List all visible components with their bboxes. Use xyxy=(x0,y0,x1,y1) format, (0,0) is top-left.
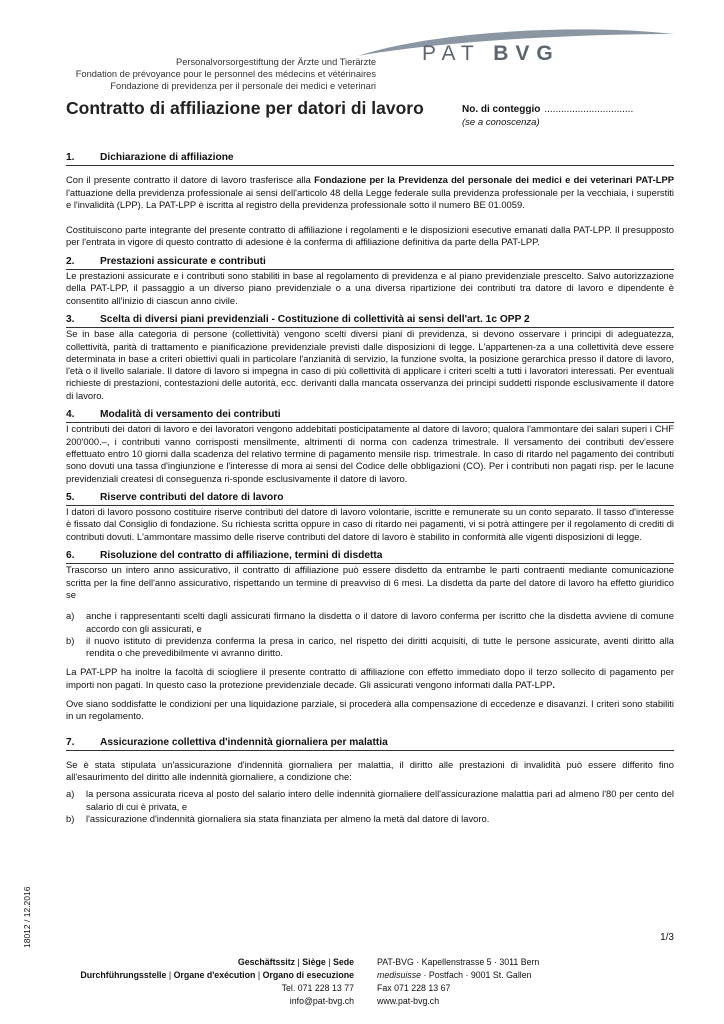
page-number: 1/3 xyxy=(660,932,674,943)
footer-left: Geschäftssitz | Siège | Sede Durchführungsstelle | Organe d'exécution | Organo di esecuzione Tel. 071 228 13 77 info@pat-bvg.ch xyxy=(80,957,354,1006)
section-heading-6: 6. Risoluzione del contratto di affiliazione, termini di disdetta xyxy=(66,550,674,564)
paragraph: I contributi dei datori di lavoro e dei lavoratori vengono addebitati posticipatamente al datore di lavoro; qualora l'ammontare dei salari superi i CHF 200'000.–, i contributi vanno corrisposti mensilmente, altrimenti di norma con cadenza trimestrale. Il versamento dei contributi dev'essere effettuato entro 10 giorni dalla scadenza del relativo termine di pagamento mensile risp. trimestrale. In caso di ritardo nel pagamento dei contributi sono dovuti una tassa d'ingiunzione e l'interesse di mora ai sensi del Codice delle obbligazioni (CO). Per i contributi non pagati risp. per le lacune previdenziali createsi di conseguenza ri-sponde esclusivamente il datore di lavoro. xyxy=(66,423,674,484)
footer-right: PAT-BVG · Kapellenstrasse 5 · 3011 Bern medisuisse · Postfach · 9001 St. Gallen Fax 071 228 13 67 www.pat-bvg.ch xyxy=(377,957,540,1006)
list-item: a) anche i rappresentanti scelti dagli assicurati firmano la disdetta o il datore di lavoro conferma per iscritto che la disdetta avviene di comune accordo con gli assicurati, e xyxy=(66,610,674,634)
paragraph: Le prestazioni assicurate e i contributi sono stabiliti in base al regolamento di previdenza e al piano previdenziale prescelto. Salvo autorizzazione della PAT-LPP, il passaggio a un diverso piano previdenziale o a una diversa ripartizione dei contributi tra datore di lavoro e dipendente è consentito all'inizio di ciascun anno civile. xyxy=(66,270,674,306)
paragraph: Ove siano soddisfatte le condizioni per una liquidazione parziale, si procederà alla compensazione di eccedenze e disavanzi. I criteri sono stabiliti in un regolamento. xyxy=(66,697,674,722)
paragraph: La PAT-LPP ha inoltre la facoltà di sciogliere il presente contratto di affiliazione con effetto immediato dopo il terzo sollecito di pagamento per importi non pagati. In questo caso la protezione previdenziale decade. Gli assicurati vengono informati dalla PAT-LPP. xyxy=(66,666,674,690)
list-item: b) l'assicurazione d'indennità giornaliera sia stata finanziata per almeno la metà dal datore di lavoro. xyxy=(66,813,490,825)
paragraph: Se in base alla categoria di persone (collettività) vengono scelti diversi piani di previdenza, si devono osservare i principi di adeguatezza, collettività, parità di trattamento e pianificazione previdenziale previsti dalle disposizioni di legge. L'appartenen-za a una collettività deve essere determinata in base a criteri obiettivi quali in particolare l'anzianità di servizio, la funzione svolta, la posizione gerarchica presso il datore di lavoro, l'età o il livello salariale. Il datore di lavoro si impegna in caso di più collettività di applicare i criteri scelti a tutti i lavoratori interessati. Per eventuali richieste di prestazioni, contestazioni delle autorità, ecc. derivanti dalla mancata osservanza dei principi suddetti risponde esclusivamente il datore di lavoro. xyxy=(66,328,674,401)
document-body xyxy=(66,146,674,825)
paragraph: Costituiscono parte integrante del presente contratto di affiliazione i regolamenti e le disposizioni esecutive emanati dalla PAT-LPP. Il presupposto per l'entrata in vigore di questo contratto di adesione è la conferma di affiliazione definitiva da parte della PAT-LPP. xyxy=(66,224,674,248)
section-heading-5: 5. Riserve contributi del datore di lavoro xyxy=(66,492,674,506)
organization-names: Personalvorsorgestiftung der Ärzte und Tierärzte Fondation de prévoyance pour le personnel des médecins et vétérinaires Fondazione di previdenza per il personale dei medici e veterinari xyxy=(75,57,376,91)
paragraph: Con il presente contratto il datore di lavoro trasferisce alla Fondazione per la Previdenza del personale dei medici e dei veterinari PAT-LPP l'attuazione della previdenza professionale ai sensi dell'articolo 48 della Legge federale sulla previdenza professionale per la vecchiaia, i superstiti e l'invalidità (LPP). La PAT-LPP è iscritta al registro della previdenza professionale sotto il numero BE 01.0059. xyxy=(66,174,674,210)
paragraph: Trascorso un intero anno assicurativo, il contratto di affiliazione può essere disdetto da entrambe le parti contraenti mediante comunicazione scritta per la fine dell'anno assicurativo, rispettando un termine di preavviso di 6 mesi. La disdetta da parte del datore di lavoro ha effetto giuridico se xyxy=(66,564,674,600)
paragraph: Se è stata stipulata un'assicurazione d'indennità giornaliera per malattia, il diritto alle prestazioni di invalidità può essere differito fino all'esaurimento del diritto alle indennità giornaliere, a condizione che: xyxy=(66,758,674,783)
footer-website[interactable]: www.pat-bvg.ch xyxy=(377,996,440,1006)
list-item: b) il nuovo istituto di previdenza conferma la presa in carico, nel rispetto dei diritti acquisiti, di tutte le persone assicurate, aventi diritto alla rendita o che prevedibilmente vi avranno diritto. xyxy=(66,634,674,659)
paragraph: I datori di lavoro possono costituire riserve contributi del datore di lavoro volontarie, iscritte e remunerate su un conto separato. Il tasso d'interesse è fissato dal Consiglio di fondazione. Su richiesta scritta oppure in caso di ritardo nei pagamenti, vi si potrà attingere per il regolamento di crediti di contributi dovuti. L'ammontare massimo delle riserve contributi del datore di lavoro è stabilito in conformità alle vigenti disposizioni di legge. xyxy=(66,506,674,542)
section-heading-7: 7. Assicurazione collettiva d'indennità giornaliera per malattia xyxy=(66,737,674,751)
page-title: Contratto di affiliazione per datori di lavoro xyxy=(66,98,424,118)
section-heading-4: 4. Modalità di versamento dei contributi xyxy=(66,409,674,423)
brand-logo: PAT BVG xyxy=(422,42,560,65)
footer-email[interactable]: info@pat-bvg.ch xyxy=(289,996,354,1006)
section-heading-1: 1. Dichiarazione di affiliazione xyxy=(66,152,674,166)
contract-number-field[interactable]: No. di conteggio ................................ xyxy=(462,104,634,115)
section-heading-2: 2. Prestazioni assicurate e contributi xyxy=(66,256,674,270)
document-code: 18012 / 12.2016 xyxy=(22,886,32,948)
list xyxy=(66,610,674,659)
list-item: a) la persona assicurata riceva al posto del salario intero delle indennità giornaliere dell'assicurazione malattia pari ad almeno l'80 per cento del salario di cui è privata, e xyxy=(66,788,674,812)
list xyxy=(66,788,674,825)
section-heading-3: 3. Scelta di diversi piani previdenziali - Costituzione di collettività ai sensi dell'art. 1c OPP 2 xyxy=(66,314,674,328)
contract-number-hint: (se a conoscenza) xyxy=(462,117,540,128)
